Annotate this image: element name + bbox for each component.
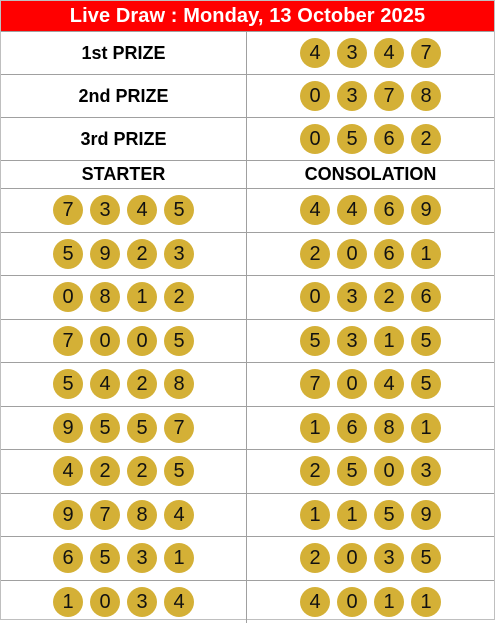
digit-ball: 0	[300, 81, 330, 111]
digit-ball: 1	[164, 543, 194, 573]
digit-ball: 0	[337, 369, 367, 399]
digit-ball: 2	[127, 456, 157, 486]
digit-ball: 2	[411, 124, 441, 154]
digit-ball: 5	[53, 369, 83, 399]
digit-ball: 0	[374, 456, 404, 486]
prize-row-2nd	[1, 74, 494, 117]
digit-ball: 0	[90, 326, 120, 356]
starter-digits	[53, 543, 194, 573]
digit-ball: 3	[127, 587, 157, 617]
number-row	[1, 493, 494, 537]
consolation-digits	[300, 326, 441, 356]
number-rows	[1, 188, 494, 623]
digit-ball: 3	[337, 81, 367, 111]
digit-ball: 7	[374, 81, 404, 111]
prize-digits	[300, 81, 441, 111]
digit-ball: 6	[374, 124, 404, 154]
digit-ball: 7	[53, 195, 83, 225]
digit-ball: 2	[127, 369, 157, 399]
digit-ball: 9	[90, 239, 120, 269]
starter-digits	[53, 500, 194, 530]
digit-ball: 7	[300, 369, 330, 399]
digit-ball: 2	[90, 456, 120, 486]
digit-ball: 5	[90, 543, 120, 573]
digit-ball: 4	[164, 500, 194, 530]
starter-digits	[53, 282, 194, 312]
digit-ball: 8	[164, 369, 194, 399]
digit-ball: 4	[164, 587, 194, 617]
digit-ball: 0	[337, 587, 367, 617]
prize-row-3rd	[1, 117, 494, 160]
digit-ball: 4	[374, 38, 404, 68]
digit-ball: 4	[300, 587, 330, 617]
digit-ball: 2	[300, 543, 330, 573]
digit-ball: 0	[337, 543, 367, 573]
number-row	[1, 449, 494, 493]
digit-ball: 6	[337, 413, 367, 443]
digit-ball: 4	[127, 195, 157, 225]
digit-ball: 9	[411, 500, 441, 530]
digit-ball: 5	[300, 326, 330, 356]
digit-ball: 3	[337, 38, 367, 68]
digit-ball: 5	[411, 543, 441, 573]
consolation-digits	[300, 282, 441, 312]
consolation-digits	[300, 456, 441, 486]
digit-ball: 5	[53, 239, 83, 269]
digit-ball: 8	[374, 413, 404, 443]
digit-ball: 9	[53, 500, 83, 530]
digit-ball: 3	[127, 543, 157, 573]
digit-ball: 4	[90, 369, 120, 399]
digit-ball: 7	[164, 413, 194, 443]
digit-ball: 0	[127, 326, 157, 356]
draw-title: Live Draw : Monday, 13 October 2025	[1, 1, 494, 31]
digit-ball: 0	[300, 282, 330, 312]
digit-ball: 3	[90, 195, 120, 225]
digit-ball: 5	[411, 369, 441, 399]
starter-digits	[53, 413, 194, 443]
digit-ball: 4	[53, 456, 83, 486]
digit-ball: 2	[164, 282, 194, 312]
digit-ball: 3	[337, 282, 367, 312]
digit-ball: 5	[164, 195, 194, 225]
digit-ball: 1	[300, 413, 330, 443]
starter-digits	[53, 239, 194, 269]
digit-ball: 4	[374, 369, 404, 399]
digit-ball: 1	[300, 500, 330, 530]
digit-ball: 8	[411, 81, 441, 111]
number-row	[1, 580, 494, 623]
digit-ball: 9	[411, 195, 441, 225]
digit-ball: 5	[411, 326, 441, 356]
section-header-row	[1, 160, 494, 188]
number-row	[1, 232, 494, 276]
digit-ball: 4	[337, 195, 367, 225]
number-row	[1, 362, 494, 406]
starter-digits	[53, 587, 194, 617]
digit-ball: 3	[337, 326, 367, 356]
digit-ball: 9	[53, 413, 83, 443]
digit-ball: 2	[300, 456, 330, 486]
prize-digits	[300, 124, 441, 154]
digit-ball: 8	[127, 500, 157, 530]
digit-ball: 1	[53, 587, 83, 617]
digit-ball: 3	[374, 543, 404, 573]
number-row	[1, 275, 494, 319]
digit-ball: 6	[411, 282, 441, 312]
digit-ball: 1	[411, 413, 441, 443]
prize-label: 2nd PRIZE	[78, 86, 168, 107]
digit-ball: 6	[374, 239, 404, 269]
digit-ball: 4	[300, 195, 330, 225]
consolation-digits	[300, 369, 441, 399]
digit-ball: 1	[374, 326, 404, 356]
digit-ball: 2	[300, 239, 330, 269]
digit-ball: 8	[90, 282, 120, 312]
digit-ball: 3	[164, 239, 194, 269]
digit-ball: 1	[411, 239, 441, 269]
digit-ball: 0	[90, 587, 120, 617]
digit-ball: 5	[164, 456, 194, 486]
starter-digits	[53, 369, 194, 399]
consolation-digits	[300, 413, 441, 443]
starter-digits	[53, 195, 194, 225]
digit-ball: 7	[90, 500, 120, 530]
consolation-digits	[300, 239, 441, 269]
prize-label: 3rd PRIZE	[80, 129, 166, 150]
digit-ball: 7	[411, 38, 441, 68]
number-row	[1, 319, 494, 363]
digit-ball: 6	[53, 543, 83, 573]
digit-ball: 1	[411, 587, 441, 617]
digit-ball: 5	[337, 124, 367, 154]
starter-digits	[53, 326, 194, 356]
digit-ball: 5	[164, 326, 194, 356]
digit-ball: 1	[337, 500, 367, 530]
digit-ball: 1	[127, 282, 157, 312]
prize-row-1st	[1, 31, 494, 74]
number-row	[1, 536, 494, 580]
digit-ball: 5	[374, 500, 404, 530]
digit-ball: 0	[300, 124, 330, 154]
digit-ball: 1	[374, 587, 404, 617]
prize-digits	[300, 38, 441, 68]
digit-ball: 4	[300, 38, 330, 68]
number-row	[1, 188, 494, 232]
digit-ball: 0	[53, 282, 83, 312]
consolation-digits	[300, 587, 441, 617]
digit-ball: 6	[374, 195, 404, 225]
consolation-heading: CONSOLATION	[305, 164, 437, 185]
digit-ball: 7	[53, 326, 83, 356]
digit-ball: 5	[337, 456, 367, 486]
digit-ball: 0	[337, 239, 367, 269]
digit-ball: 2	[127, 239, 157, 269]
consolation-digits	[300, 500, 441, 530]
consolation-digits	[300, 543, 441, 573]
digit-ball: 5	[90, 413, 120, 443]
number-row	[1, 406, 494, 450]
consolation-digits	[300, 195, 441, 225]
digit-ball: 2	[374, 282, 404, 312]
digit-ball: 5	[127, 413, 157, 443]
prize-label: 1st PRIZE	[81, 43, 165, 64]
digit-ball: 3	[411, 456, 441, 486]
starter-digits	[53, 456, 194, 486]
starter-heading: STARTER	[82, 164, 166, 185]
